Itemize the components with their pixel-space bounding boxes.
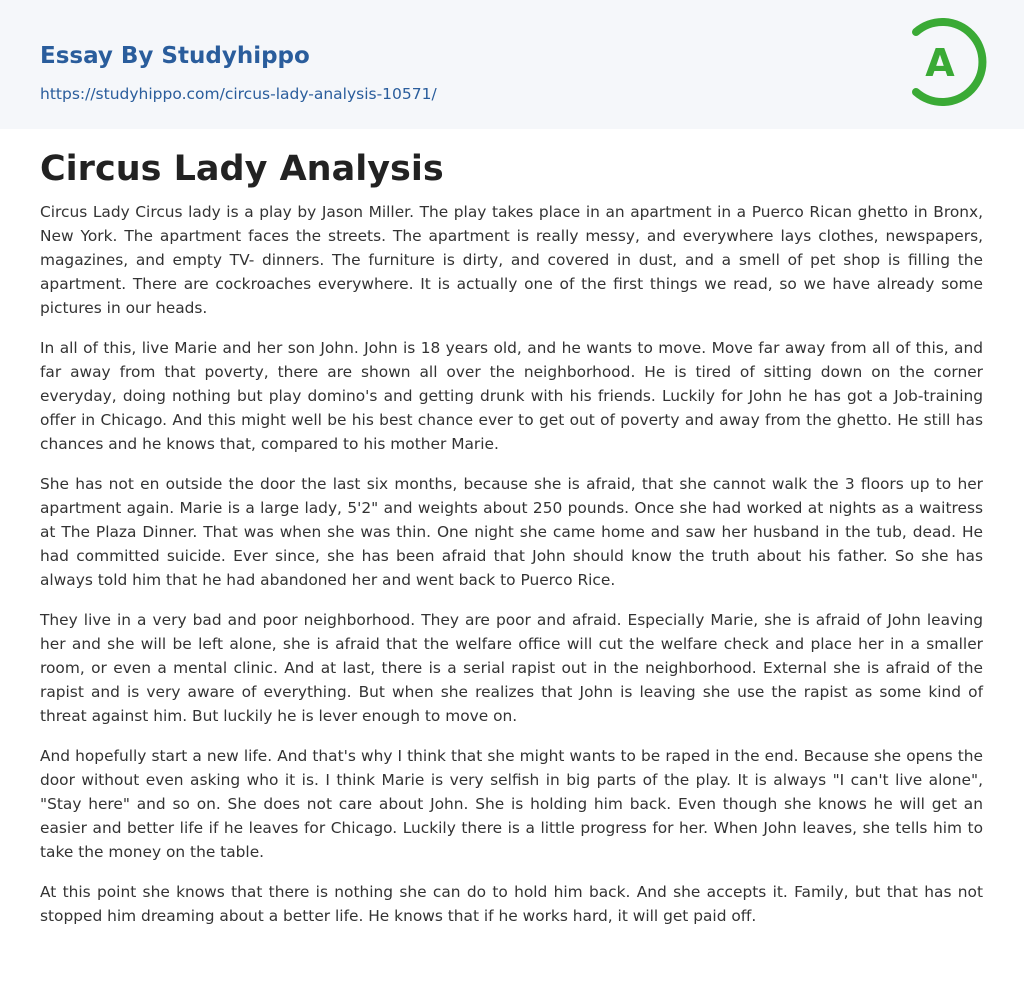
- paragraph: They live in a very bad and poor neighborhood. They are poor and afraid. Especially Marie, she is afraid of John leaving her and she will be left alone, she is afraid that the welfare office will cut the welfare check and place her in a smaller room, or even a mental clinic. And at last, there is a serial rapist out in the neighborhood. External she is afraid of the rapist and is very aware of everything. But when she realizes that John is leaving she use the rapist as some kind of threat against him. But luckily he is lever enough to move on.: [40, 611, 983, 725]
- paragraph: And hopefully start a new life. And that's why I think that she might wants to be raped in the end. Because she opens the door without even asking who it is. I think Marie is very selfish in big parts of the play. It is always "I can't live alone", "Stay here" and so on. She does not care about John. She is holding him back. Even though she knows he will get an easier and better life if he leaves for Chicago. Luckily there is a little progress for her. When John leaves, she tells him to take the money on the table.: [40, 747, 983, 861]
- paragraph: At this point she knows that there is nothing she can do to hold him back. And she accepts it. Family, but that has not stopped him dreaming about a better life. He knows that if he works hard, it will get paid off.: [40, 883, 983, 925]
- paragraph: In all of this, live Marie and her son John. John is 18 years old, and he wants to move. Move far away from all of this, and far away from that poverty, there are shown all over the neighborhood. He is tired of sitting down on the corner everyday, doing nothing but play domino's and getting drunk with his friends. Luckily for John he has got a Job-training offer in Chicago. And this might well be his best chance ever to get out of poverty and away from the ghetto. He still has chances and he knows that, compared to his mother Marie.: [40, 339, 983, 453]
- site-brand[interactable]: Essay By Studyhippo: [40, 43, 310, 69]
- logo-letter: A: [925, 41, 955, 85]
- paragraph: Circus Lady Circus lady is a play by Jason Miller. The play takes place in an apartment in a Puerco Rican ghetto in Bronx, New York. The apartment faces the streets. The apartment is really messy, and everywhere lays clothes, newspapers, magazines, and empty TV- dinners. The furniture is dirty, and covered in dust, and a smell of pet shop is filling the apartment. There are cockroaches everywhere. It is actually one of the first things we read, so we have already some pictures in our heads.: [40, 203, 983, 317]
- essay-url-link[interactable]: https://studyhippo.com/circus-lady-analysis-10571/: [40, 85, 437, 103]
- paragraph: She has not en outside the door the last six months, because she is afraid, that she cannot walk the 3 floors up to her apartment again. Marie is a large lady, 5'2" and weights about 250 pounds. Once she had worked at nights as a waitress at The Plaza Dinner. That was when she was thin. One night she came home and saw her husband in the tub, dead. He had committed suicide. Ever since, she has been afraid that John should know the truth about his father. So she has always told him that he had abandoned her and went back to Puerco Rice.: [40, 475, 983, 589]
- article-body: [40, 200, 983, 944]
- studyhippo-logo-icon[interactable]: [912, 18, 988, 106]
- article-title: Circus Lady Analysis: [40, 149, 444, 189]
